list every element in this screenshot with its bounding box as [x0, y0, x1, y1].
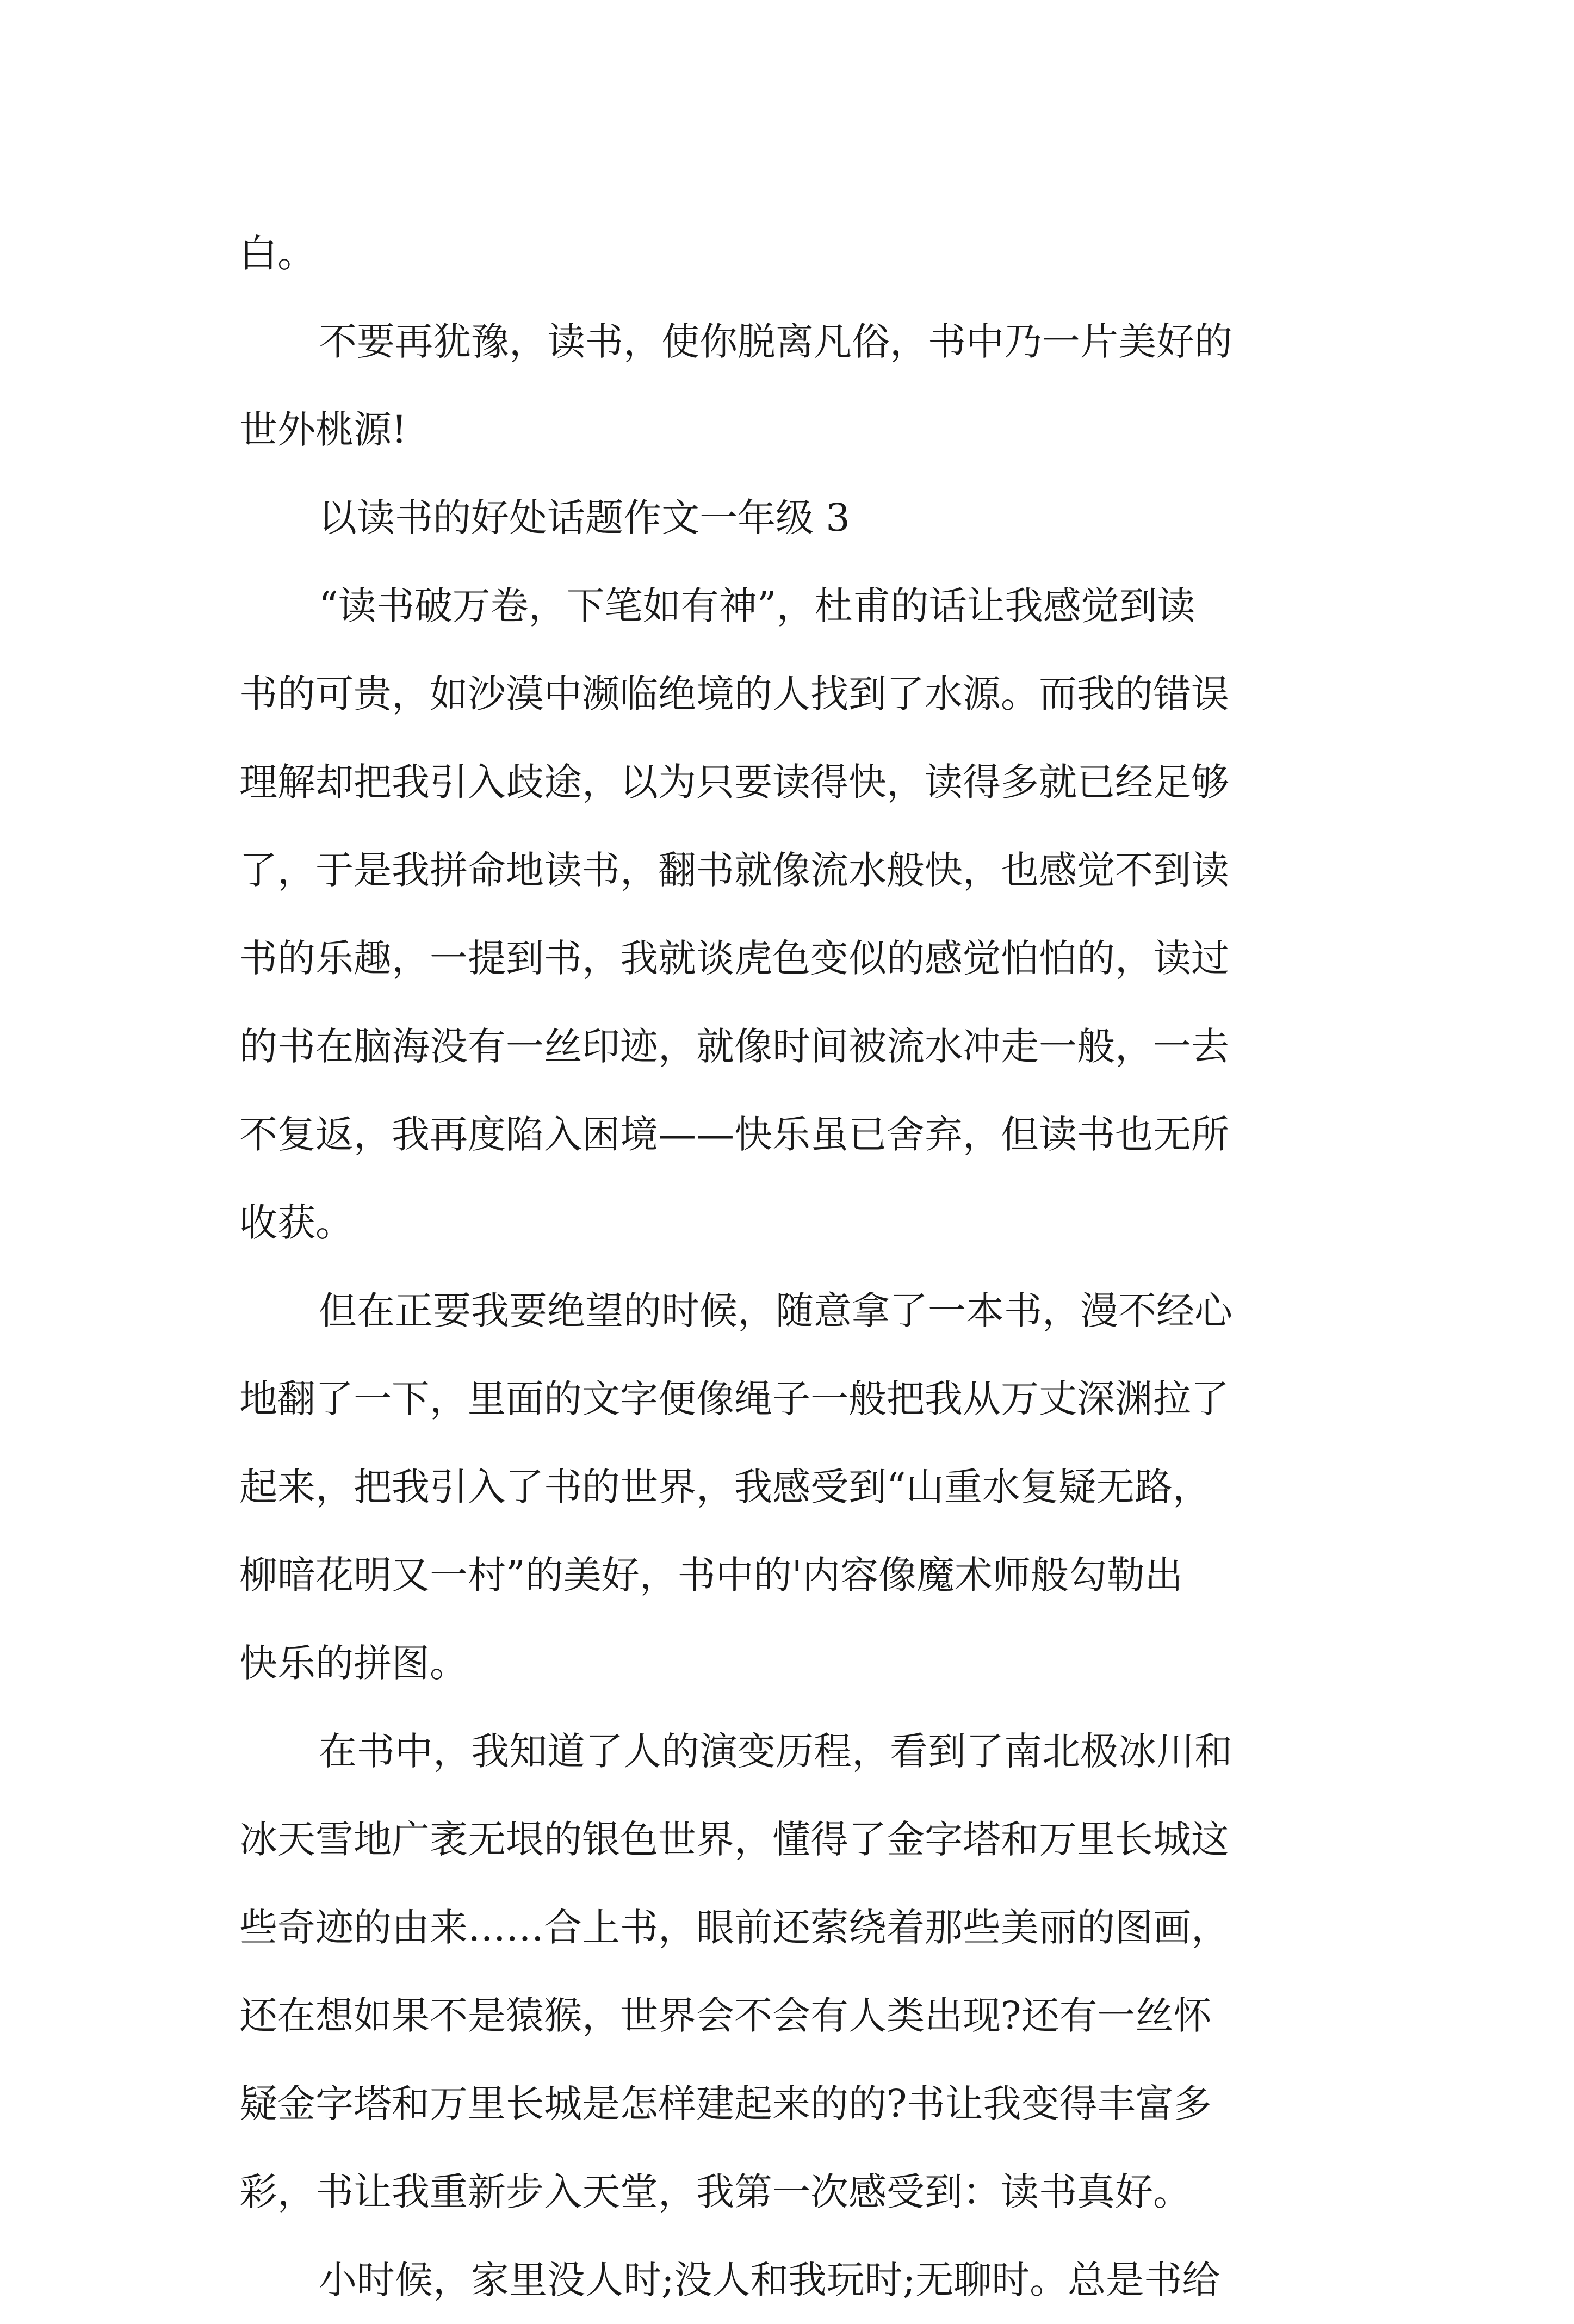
text-line: 冰天雪地广袤无垠的银色世界，懂得了金字塔和万里长城这 — [239, 1817, 1229, 1862]
text-line: 书的乐趣，一提到书，我就谈虎色变似的感觉怕怕的，读过 — [239, 936, 1229, 981]
section-heading: 以读书的好处话题作文一年级 3 — [319, 495, 850, 540]
text-line: 白。 — [239, 231, 315, 276]
text-line: 收获。 — [239, 1200, 354, 1245]
text-line: 快乐的拼图。 — [239, 1641, 468, 1685]
text-line: 在书中，我知道了人的演变历程，看到了南北极冰川和 — [319, 1729, 1232, 1774]
text-line: “读书破万卷，下笔如有神”，杜甫的话让我感觉到读 — [319, 584, 1195, 628]
text-line: 些奇迹的由来……合上书，眼前还萦绕着那些美丽的图画， — [239, 1905, 1229, 1950]
text-line: 不要再犹豫，读书，使你脱离凡俗，书中乃一片美好的 — [319, 319, 1232, 364]
text-line: 疑金字塔和万里长城是怎样建起来的的?书让我变得丰富多 — [239, 2081, 1212, 2126]
text-line: 小时候，家里没人时;没人和我玩时;无聊时。总是书给 — [319, 2258, 1220, 2302]
text-line: 不复返，我再度陷入困境——快乐虽已舍弃，但读书也无所 — [239, 1112, 1229, 1157]
text-line: 起来，把我引入了书的世界，我感受到“山重水复疑无路， — [239, 1465, 1211, 1509]
text-line: 彩，书让我重新步入天堂，我第一次感受到：读书真好。 — [239, 2170, 1191, 2214]
text-line: 的书在脑海没有一丝印迹，就像时间被流水冲走一般，一去 — [239, 1024, 1229, 1069]
document-body — [239, 209, 1338, 2324]
text-line: 书的可贵，如沙漠中濒临绝境的人找到了水源。而我的错误 — [239, 672, 1229, 716]
text-line: 但在正要我要绝望的时候，随意拿了一本书，漫不经心 — [319, 1288, 1232, 1333]
text-line: 理解却把我引入歧途，以为只要读得快，读得多就已经足够 — [239, 760, 1229, 804]
text-line: 世外桃源! — [239, 407, 407, 452]
text-line: 还在想如果不是猿猴，世界会不会有人类出现?还有一丝怀 — [239, 1993, 1212, 2038]
text-line: 柳暗花明又一村”的美好，书中的'内容像魔术师般勾勒出 — [239, 1553, 1183, 1597]
text-line: 了，于是我拼命地读书，翻书就像流水般快，也感觉不到读 — [239, 848, 1229, 893]
text-line: 地翻了一下，里面的文字便像绳子一般把我从万丈深渊拉了 — [239, 1377, 1229, 1421]
